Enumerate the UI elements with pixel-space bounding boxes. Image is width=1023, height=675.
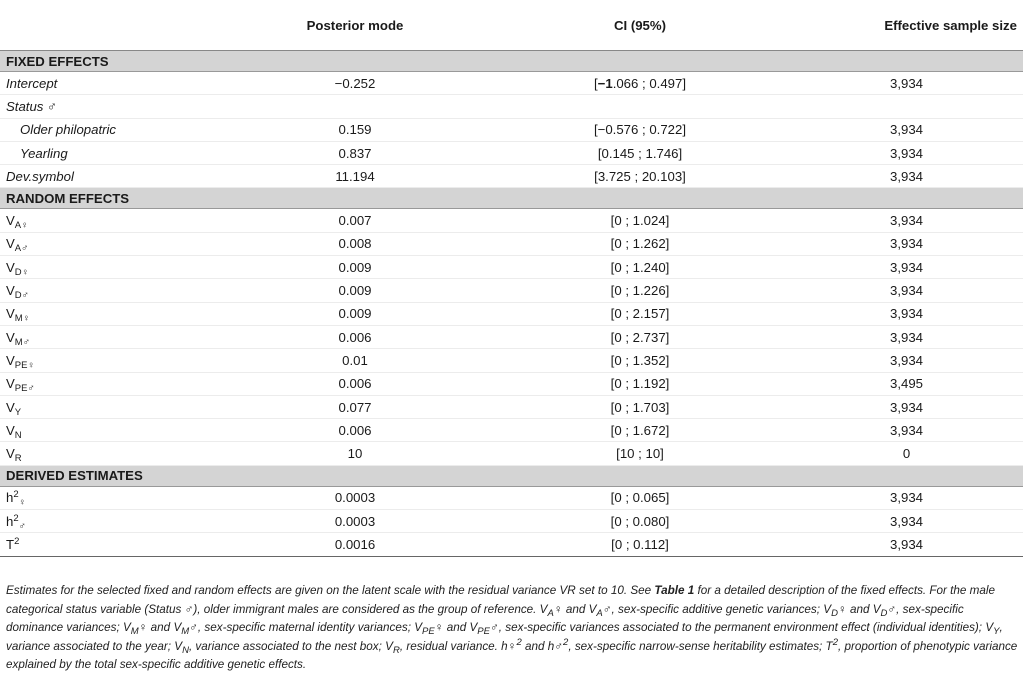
posterior-mode-cell: 0.159 <box>220 118 490 141</box>
table-1-link[interactable]: Table 1 <box>654 584 695 597</box>
row-label: $V_R$ <box>0 442 220 465</box>
ess-cell: 3,934 <box>790 72 1023 95</box>
ci-cell: [0 ; 1.240] <box>490 256 790 279</box>
table-row <box>0 372 1023 395</box>
posterior-mode-cell: 0.009 <box>220 256 490 279</box>
posterior-mode-cell: 0.007 <box>220 209 490 232</box>
posterior-mode-cell: 0.009 <box>220 279 490 302</box>
row-label: $V_{PE♂}$ <box>0 372 220 395</box>
ess-cell: 3,934 <box>790 349 1023 372</box>
posterior-mode-cell: 0.006 <box>220 419 490 442</box>
posterior-mode-cell: 11.194 <box>220 165 490 188</box>
posterior-mode-cell: 0.0016 <box>220 533 490 556</box>
section-label: DERIVED ESTIMATES <box>0 465 1023 486</box>
section-fixed-effects <box>0 51 1023 72</box>
section-label: FIXED EFFECTS <box>0 51 1023 72</box>
ess-cell: 3,934 <box>790 256 1023 279</box>
table-row <box>0 279 1023 302</box>
table-row <box>0 72 1023 95</box>
ess-cell: 3,934 <box>790 165 1023 188</box>
table-row <box>0 232 1023 255</box>
header-ci: CI (95%) <box>490 0 790 51</box>
posterior-mode-cell: 0.006 <box>220 372 490 395</box>
ci-cell: [0 ; 0.065] <box>490 486 790 509</box>
posterior-mode-cell: 0.01 <box>220 349 490 372</box>
table-row <box>0 486 1023 509</box>
table-row <box>0 533 1023 556</box>
ess-cell: 3,934 <box>790 232 1023 255</box>
header-posterior-mode: Posterior mode <box>220 0 490 51</box>
posterior-mode-cell: 0.0003 <box>220 510 490 533</box>
table-row <box>0 349 1023 372</box>
table-row <box>0 325 1023 348</box>
table-row <box>0 95 1023 118</box>
section-random-effects <box>0 188 1023 209</box>
table-row <box>0 395 1023 418</box>
row-label: $V_{M♂}$ <box>0 325 220 348</box>
ci-cell: [0 ; 1.352] <box>490 349 790 372</box>
row-label: $V_{A♀}$ <box>0 209 220 232</box>
ess-cell: 3,495 <box>790 372 1023 395</box>
table-row <box>0 118 1023 141</box>
row-label: $V_Y$ <box>0 395 220 418</box>
ess-cell: 3,934 <box>790 325 1023 348</box>
posterior-mode-cell: 10 <box>220 442 490 465</box>
ess-cell: 3,934 <box>790 209 1023 232</box>
posterior-mode-cell: 0.077 <box>220 395 490 418</box>
row-label: Yearling <box>0 141 220 164</box>
ci-cell: [0 ; 1.703] <box>490 395 790 418</box>
table-row <box>0 141 1023 164</box>
row-label: $T^2$ <box>0 533 220 556</box>
ci-cell: [0 ; 1.262] <box>490 232 790 255</box>
table-row <box>0 302 1023 325</box>
ci-cell: [−1.066 ; 0.497] <box>490 72 790 95</box>
table-row <box>0 419 1023 442</box>
row-label: $V_{PE♀}$ <box>0 349 220 372</box>
ci-cell: [0 ; 1.192] <box>490 372 790 395</box>
ci-cell: [0 ; 1.226] <box>490 279 790 302</box>
posterior-mode-cell: 0.006 <box>220 325 490 348</box>
ci-cell: [0 ; 0.080] <box>490 510 790 533</box>
ess-cell: 3,934 <box>790 279 1023 302</box>
ci-cell: [10 ; 10] <box>490 442 790 465</box>
ess-cell: 0 <box>790 442 1023 465</box>
row-label: $h^2_♂$ <box>0 510 220 533</box>
ci-cell: [0 ; 2.157] <box>490 302 790 325</box>
ess-cell: 3,934 <box>790 302 1023 325</box>
ci-cell: [−0.576 ; 0.722] <box>490 118 790 141</box>
header-ess: Effective sample size <box>790 0 1023 51</box>
ess-cell: 3,934 <box>790 141 1023 164</box>
table-row <box>0 256 1023 279</box>
ess-cell: 3,934 <box>790 395 1023 418</box>
posterior-mode-cell: 0.008 <box>220 232 490 255</box>
header-effect <box>0 0 220 51</box>
table-row <box>0 209 1023 232</box>
row-label: Dev.symbol <box>0 165 220 188</box>
row-label: $V_N$ <box>0 419 220 442</box>
row-label: $V_{D♀}$ <box>0 256 220 279</box>
ci-cell: [0.145 ; 1.746] <box>490 141 790 164</box>
row-label: $V_{M♀}$ <box>0 302 220 325</box>
ess-cell: 3,934 <box>790 118 1023 141</box>
posterior-mode-cell: 0.009 <box>220 302 490 325</box>
ci-cell: [0 ; 2.737] <box>490 325 790 348</box>
posterior-mode-cell: 0.0003 <box>220 486 490 509</box>
table-row <box>0 442 1023 465</box>
row-label: Intercept <box>0 72 220 95</box>
table-row <box>0 165 1023 188</box>
row-label: $V_{D♂}$ <box>0 279 220 302</box>
ci-cell: [0 ; 0.112] <box>490 533 790 556</box>
row-label: $h^2_♀$ <box>0 486 220 509</box>
row-label: $V_{A♂}$ <box>0 232 220 255</box>
row-label: Older philopatric <box>0 118 220 141</box>
table-header-row <box>0 0 1023 51</box>
row-label: Status ♂ <box>0 95 220 118</box>
table-caption: Estimates for the selected fixed and random effects are given on the latent scale with the residual variance VR set to 10. See Table 1 for a detailed description of the fixed effects. For the male categorical status variable (Status ♂), older immigrant males are considered as the group of reference. $V_A♀$ and $V_A♂$, sex-specific additive genetic variances; $V_D♀$ and $V_D♂$, sex-specific dominance variances; $V_M♀$ and $V_M♂$, sex-specific maternal identity variances; $V_{PE}♀$ and $V_{PE}♂$, sex-specific variances associated to the permanent environment effect (individual identities); $V_Y$, variance associated to the year; $V_N$, variance associated to the nest box; $V_R$, residual variance. h♀$^2$ and h♂$^2$, sex-specific narrow-sense heritability estimates; $T^2$, proportion of phenotypic variance explained by the total sex-specific additive genetic effects. <box>6 584 1018 671</box>
ess-cell: 3,934 <box>790 486 1023 509</box>
section-label: RANDOM EFFECTS <box>0 188 1023 209</box>
ess-cell: 3,934 <box>790 533 1023 556</box>
ci-cell: [3.725 ; 20.103] <box>490 165 790 188</box>
ess-cell: 3,934 <box>790 510 1023 533</box>
ci-cell: [0 ; 1.672] <box>490 419 790 442</box>
table-row <box>0 510 1023 533</box>
ci-cell: [0 ; 1.024] <box>490 209 790 232</box>
posterior-mode-cell: −0.252 <box>220 72 490 95</box>
section-derived-estimates <box>0 465 1023 486</box>
ess-cell: 3,934 <box>790 419 1023 442</box>
posterior-mode-cell: 0.837 <box>220 141 490 164</box>
